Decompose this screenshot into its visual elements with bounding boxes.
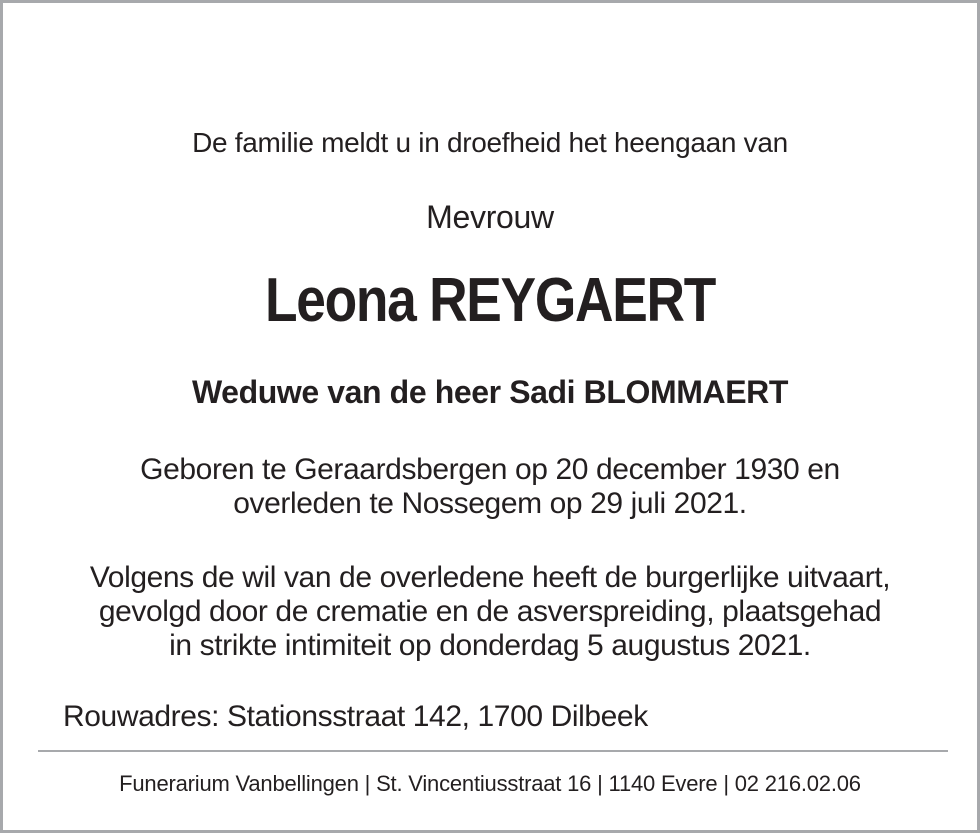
birth-line: Geboren te Geraardsbergen op 20 december 1930 en [140, 453, 840, 486]
birth-death-paragraph [3, 453, 977, 521]
ceremony-paragraph [3, 561, 977, 663]
ceremony-line-2: gevolgd door de crematie en de asverspreiding, plaatsgehad [98, 595, 882, 628]
deceased-name: Leona REYGAERT [264, 266, 716, 335]
funeral-home-footer: Funerarium Vanbellingen | St. Vincentiusstraat 16 | 1140 Evere | 02 216.02.06 [119, 771, 861, 796]
intro-text: De familie meldt u in droefheid het heengaan van [192, 127, 788, 158]
divider [38, 750, 948, 752]
death-line: overleden te Nossegem op 29 juli 2021. [233, 487, 747, 520]
salutation: Mevrouw [426, 199, 554, 235]
ceremony-line-1: Volgens de wil van de overledene heeft de burgerlijke uitvaart, [89, 561, 891, 594]
ceremony-line-3: in strikte intimiteit op donderdag 5 augustus 2021. [169, 629, 811, 662]
mourning-address: Rouwadres: Stationsstraat 142, 1700 Dilbeek [63, 700, 648, 733]
spouse-line: Weduwe van de heer Sadi BLOMMAERT [191, 374, 789, 410]
